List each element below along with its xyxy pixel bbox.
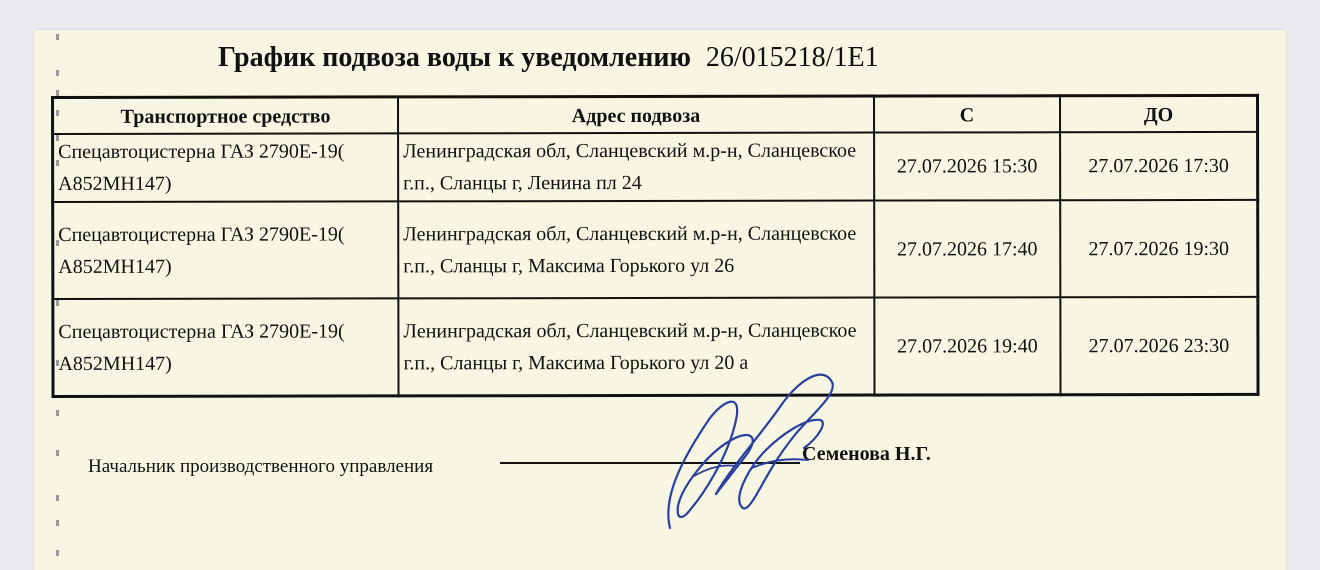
table-row [53, 200, 1258, 299]
from-time-cell: 27.07.2026 19:40 [874, 297, 1060, 395]
address-cell: Ленинградская обл, Сланцевский м.р-н, Сланцевское г.п., Сланцы г, Максима Горького ул 26 [398, 201, 874, 299]
header-from: С [874, 96, 1060, 133]
address-cell: Ленинградская обл, Сланцевский м.р-н, Сланцевское г.п., Сланцы г, Максима Горького ул 20 а [398, 298, 874, 396]
vehicle-cell: Спецавтоцистерна ГАЗ 2790Е-19( А852МН147) [53, 201, 399, 299]
signer-name: Семенова Н.Г. [802, 443, 931, 465]
header-vehicle: Транспортное средство [53, 97, 399, 134]
document-title [218, 42, 879, 74]
to-time-cell: 27.07.2026 19:30 [1060, 200, 1258, 297]
to-time-cell: 27.07.2026 23:30 [1060, 297, 1258, 395]
vehicle-cell: Спецавтоцистерна ГАЗ 2790Е-19( А852МН147) [53, 133, 399, 202]
from-time-cell: 27.07.2026 15:30 [874, 132, 1060, 200]
title-text: График подвоза воды к уведомлению [218, 42, 691, 73]
address-cell: Ленинградская обл, Сланцевский м.р-н, Сланцевское г.п., Сланцы г, Ленина пл 24 [398, 133, 874, 202]
from-time-cell: 27.07.2026 17:40 [874, 200, 1060, 297]
header-to: ДО [1060, 95, 1258, 132]
header-address: Адрес подвоза [398, 96, 874, 133]
to-time-cell: 27.07.2026 17:30 [1060, 132, 1258, 200]
table-header-row [53, 95, 1258, 134]
vehicle-cell: Спецавтоцистерна ГАЗ 2790Е-19( А852МН147) [53, 298, 399, 396]
notice-number: 26/015218/1E1 [705, 42, 879, 73]
signer-position: Начальник производственного управления [88, 456, 434, 477]
handwritten-signature [632, 346, 852, 536]
table-row [53, 132, 1258, 202]
